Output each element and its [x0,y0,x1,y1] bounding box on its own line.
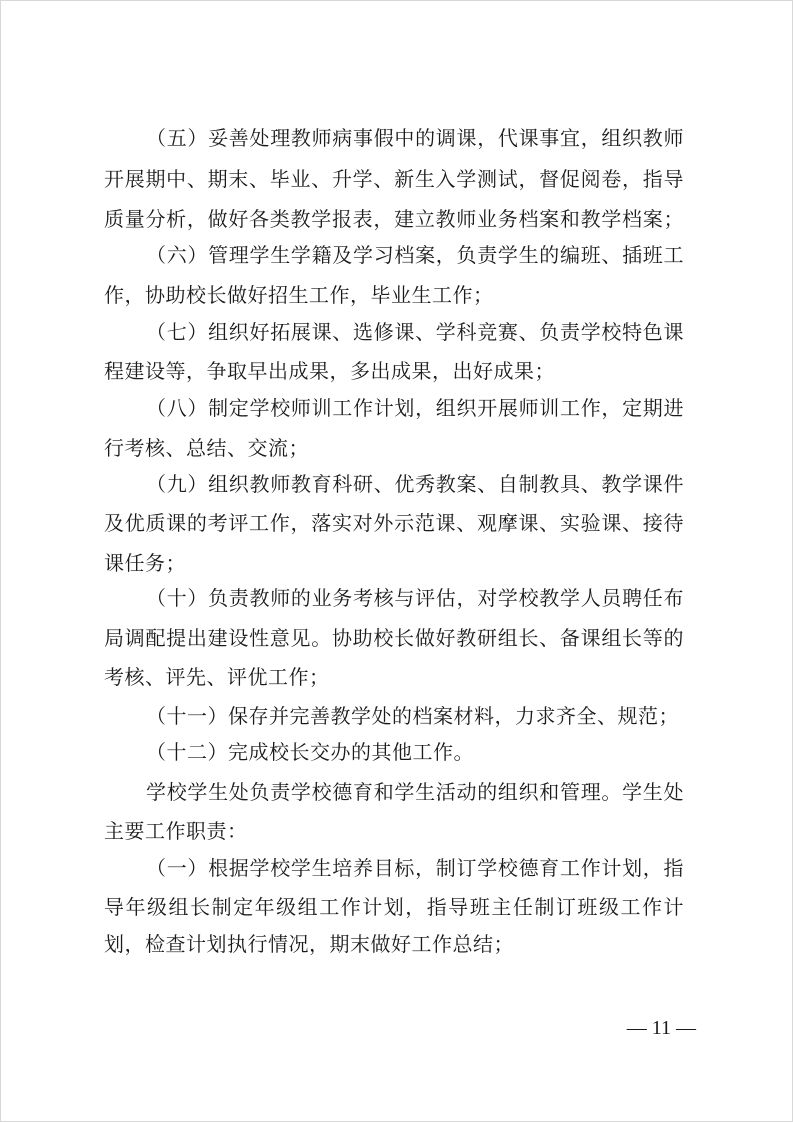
paragraph-6-line-2: 作，协助校长做好招生工作，毕业生工作； [104,283,494,307]
page-number: — 11 — [626,1017,696,1039]
paragraph-5-line-3: 质量分析，做好各类教学报表，建立教师业务档案和教学档案； [104,207,684,231]
paragraph-11-line-1: （十一）保存并完善教学处的档案材料，力求齐全、规范； [146,704,679,728]
paragraph-8-line-2: 行考核、总结、交流； [104,436,309,460]
paragraph-10-line-3: 考核、评先、评优工作； [104,665,330,689]
paragraph-10-line-2: 局调配提出建设性意见。协助校长做好教研组长、备课组长等的 [104,626,684,650]
student-duty-1-line-3: 划，检查计划执行情况，期末做好工作总结； [104,932,514,956]
paragraph-10-line-1: （十）负责教师的业务考核与评估，对学校教学人员聘任布 [146,586,684,610]
paragraph-7-line-2: 程建设等，争取早出成果，多出成果，出好成果； [104,359,555,383]
paragraph-8-line-1: （八）制定学校师训工作计划，组织开展师训工作，定期进 [146,396,684,420]
paragraph-9-line-2: 及优质课的考评工作，落实对外示范课、观摩课、实验课、接待 [104,511,684,535]
paragraph-5-line-2: 开展期中、期末、毕业、升学、新生入学测试，督促阅卷，指导 [104,167,684,191]
paragraph-9-line-3: 课任务； [104,551,186,575]
paragraph-12-line-1: （十二）完成校长交办的其他工作。 [146,740,474,764]
paragraph-5-line-1: （五）妥善处理教师病事假中的调课，代课事宜，组织教师 [146,126,684,150]
student-duty-1-line-2: 导年级组长制定年级组工作计划，指导班主任制订班级工作计 [104,895,684,919]
paragraph-7-line-1: （七）组织好拓展课、选修课、学科竞赛、负责学校特色课 [146,320,684,344]
student-office-intro-line-2: 主要工作职责： [104,819,248,843]
paragraph-9-line-1: （九）组织教师教育科研、优秀教案、自制教具、教学课件 [146,472,684,496]
student-duty-1-line-1: （一）根据学校学生培养目标，制订学校德育工作计划，指 [146,856,684,880]
student-office-intro-line-1: 学校学生处负责学校德育和学生活动的组织和管理。学生处 [146,780,684,804]
paragraph-6-line-1: （六）管理学生学籍及学习档案，负责学生的编班、插班工 [146,243,684,267]
